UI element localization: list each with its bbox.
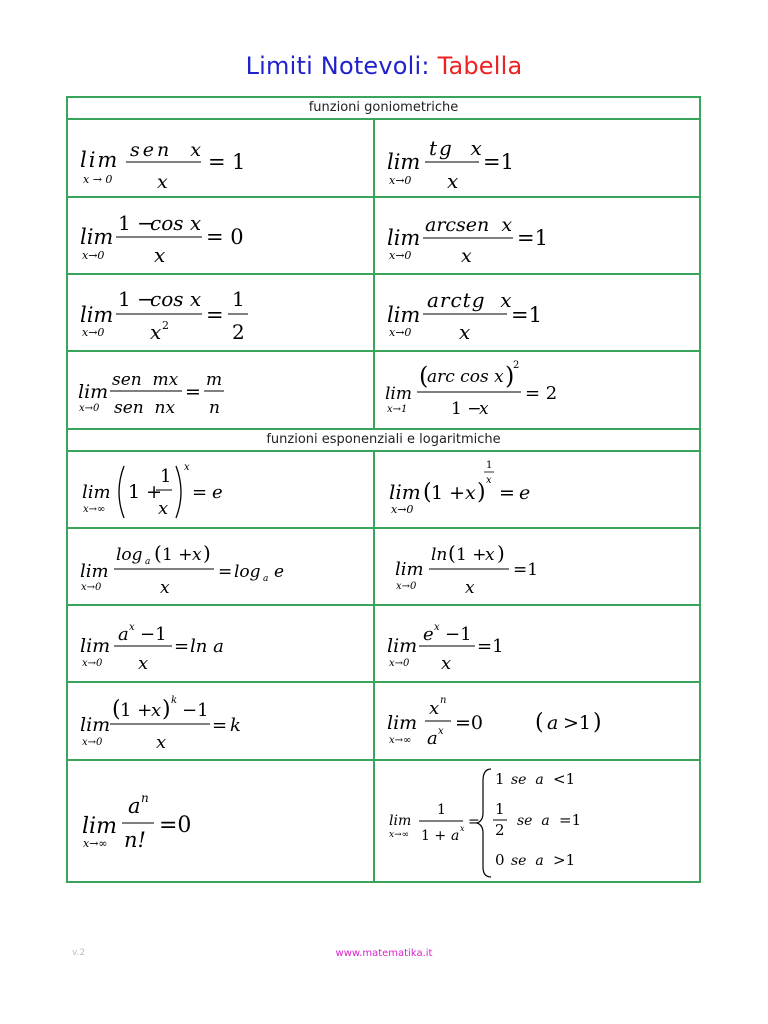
formula-arcsen-x <box>375 198 699 275</box>
svg-text:x: x <box>154 243 166 267</box>
svg-text:sen x: sen x <box>130 139 205 161</box>
svg-text:se a: se a <box>511 853 544 869</box>
svg-text:= 0: = 0 <box>206 225 244 249</box>
section-header-explog: funzioni esponenziali e logaritmiche <box>68 430 699 452</box>
svg-text:=1: =1 <box>477 636 504 657</box>
svg-text:x: x <box>465 482 476 504</box>
svg-text:se a: se a <box>517 813 550 829</box>
svg-text:lim: lim <box>80 561 109 582</box>
formula-x-n-a-x <box>375 683 699 761</box>
formula-a-n-factorial <box>68 761 375 881</box>
svg-text:a: a <box>263 574 269 584</box>
svg-text:1 +: 1 + <box>421 828 447 844</box>
svg-text:x: x <box>485 545 495 565</box>
svg-text:=: = <box>206 303 224 327</box>
formula-1-cos-x-sq <box>68 275 375 352</box>
svg-text:cos x: cos x <box>150 287 202 311</box>
svg-text:lim: lim <box>80 225 114 249</box>
svg-text:x→0: x→0 <box>389 658 410 669</box>
svg-text:x→0: x→0 <box>82 737 103 748</box>
svg-text:1 +: 1 + <box>162 545 193 565</box>
svg-text:ln: ln <box>431 545 448 565</box>
page-title <box>0 52 768 80</box>
svg-text:x: x <box>434 622 440 633</box>
svg-text:1 +: 1 + <box>120 700 153 721</box>
svg-text:x: x <box>184 462 190 473</box>
svg-text:x: x <box>429 698 440 719</box>
svg-text:lim: lim <box>387 303 421 327</box>
formula-piecewise <box>375 761 699 881</box>
svg-text:=: = <box>185 381 201 403</box>
svg-text:m: m <box>206 370 223 390</box>
svg-text:x: x <box>438 726 444 737</box>
svg-text:1: 1 <box>232 287 245 311</box>
formula-e-limit <box>68 452 375 529</box>
svg-text:lim: lim <box>80 714 111 736</box>
svg-text:=0: =0 <box>455 712 484 734</box>
svg-text:e: e <box>212 482 223 503</box>
svg-text:lim: lim <box>389 813 412 829</box>
svg-text:lim: lim <box>82 814 117 839</box>
formula-ln <box>375 529 699 606</box>
svg-text:x → 0: x → 0 <box>83 173 113 186</box>
svg-text:1 +: 1 + <box>128 481 163 503</box>
svg-text:x→0: x→0 <box>391 503 414 516</box>
svg-text:a: a <box>118 624 129 645</box>
svg-text:x: x <box>138 653 149 674</box>
svg-text:lim: lim <box>80 148 120 172</box>
svg-text:lim: lim <box>387 712 418 734</box>
svg-text:lim: lim <box>80 635 111 657</box>
svg-text:cos x: cos x <box>150 211 202 235</box>
svg-text:ln a: ln a <box>190 636 224 657</box>
svg-text:x→0: x→0 <box>81 582 102 593</box>
svg-text:tg x: tg x <box>429 136 484 160</box>
svg-text:=: = <box>468 814 480 830</box>
svg-text:1 −: 1 − <box>118 287 154 311</box>
svg-text:e: e <box>519 482 531 504</box>
svg-text:se a: se a <box>511 772 544 788</box>
svg-text:2: 2 <box>495 821 505 839</box>
title-part-2: Tabella <box>437 52 523 80</box>
formula-arccos-x <box>375 352 699 430</box>
svg-text:=0: =0 <box>159 813 192 838</box>
svg-text:(: ( <box>419 362 429 390</box>
svg-text:arcsen x: arcsen x <box>425 214 513 236</box>
svg-text:sen mx: sen mx <box>112 370 179 390</box>
svg-text:<1: <1 <box>553 770 576 788</box>
svg-text:(: ( <box>448 541 456 565</box>
svg-text:): ) <box>497 541 505 565</box>
svg-text:x: x <box>465 578 475 598</box>
svg-text:>1: >1 <box>553 851 576 869</box>
svg-text:1: 1 <box>160 466 172 487</box>
svg-text:arc cos x: arc cos x <box>427 367 504 387</box>
svg-text:x→∞: x→∞ <box>83 504 106 515</box>
svg-text:x: x <box>460 824 465 833</box>
svg-text:e: e <box>423 624 434 645</box>
svg-text:k: k <box>171 695 178 706</box>
svg-text:=1: =1 <box>559 811 582 829</box>
svg-text:x→0: x→0 <box>79 403 100 414</box>
svg-text:lim: lim <box>387 635 418 657</box>
svg-text:(: ( <box>535 710 544 735</box>
svg-text:1: 1 <box>232 150 246 174</box>
svg-text:sen nx: sen nx <box>114 398 176 418</box>
svg-text:x: x <box>459 320 471 344</box>
svg-text:lim: lim <box>387 226 421 250</box>
svg-text:1 −: 1 − <box>451 399 482 419</box>
svg-text:2: 2 <box>232 320 245 344</box>
formula-e-limit-0 <box>375 452 699 529</box>
svg-text:x: x <box>158 498 169 519</box>
svg-text:): ) <box>593 710 602 735</box>
svg-text:n: n <box>141 791 149 805</box>
formula-tg-x <box>375 120 699 198</box>
svg-text:lim: lim <box>385 384 412 404</box>
svg-text:x: x <box>479 399 489 419</box>
svg-text:=: = <box>218 562 233 582</box>
formula-log-a <box>68 529 375 606</box>
svg-text:2: 2 <box>162 319 169 332</box>
svg-text:): ) <box>203 541 211 565</box>
formula-sen-x <box>68 120 375 198</box>
svg-text:n!: n! <box>124 828 146 852</box>
svg-text:n: n <box>440 695 447 706</box>
svg-text:=1: =1 <box>517 226 548 250</box>
svg-text:x→∞: x→∞ <box>389 735 412 746</box>
svg-text:2: 2 <box>513 360 520 371</box>
svg-text:x→0: x→0 <box>82 326 105 339</box>
svg-text:x→∞: x→∞ <box>83 837 108 850</box>
svg-text:log: log <box>234 562 261 582</box>
svg-text:x: x <box>160 578 170 598</box>
svg-text:1: 1 <box>437 802 446 818</box>
svg-text:): ) <box>477 480 486 505</box>
svg-text:e: e <box>274 562 285 582</box>
website-link[interactable]: www.matematika.it <box>335 948 433 959</box>
svg-text:(: ( <box>423 480 432 505</box>
svg-text:): ) <box>505 362 515 390</box>
svg-text:x: x <box>150 320 162 344</box>
svg-text:): ) <box>162 697 171 722</box>
svg-text:x→∞: x→∞ <box>389 830 410 840</box>
svg-text:x: x <box>192 545 202 565</box>
svg-text:x→1: x→1 <box>387 404 408 415</box>
formula-e-x <box>375 606 699 683</box>
svg-text:lim: lim <box>387 150 421 174</box>
svg-text:a: a <box>451 828 460 844</box>
svg-text:−1: −1 <box>445 624 472 645</box>
svg-text:>1: >1 <box>563 712 592 734</box>
formula-1-x-k <box>68 683 375 761</box>
svg-text:x→0: x→0 <box>389 249 412 262</box>
section-header-trig: funzioni goniometriche <box>68 98 699 120</box>
svg-text:= 2: = 2 <box>525 383 558 404</box>
svg-text:=: = <box>212 715 228 736</box>
svg-text:lim: lim <box>80 303 114 327</box>
svg-text:lim: lim <box>395 559 424 580</box>
svg-text:(: ( <box>154 541 162 565</box>
version-label: v.2 <box>72 948 86 958</box>
svg-text:1 +: 1 + <box>456 545 487 565</box>
svg-text:−1: −1 <box>182 700 209 721</box>
svg-text:x→0: x→0 <box>82 249 105 262</box>
svg-text:x→0: x→0 <box>396 581 417 592</box>
svg-text:=: = <box>499 482 515 504</box>
svg-text:=1: =1 <box>513 560 539 580</box>
formula-arctg-x <box>375 275 699 352</box>
svg-text:=1: =1 <box>511 303 542 327</box>
svg-text:a: a <box>128 794 141 818</box>
svg-text:−1: −1 <box>140 624 167 645</box>
svg-text:x→0: x→0 <box>82 658 103 669</box>
formula-1-cos-x <box>68 198 375 275</box>
svg-text:a: a <box>547 712 559 734</box>
svg-text:1: 1 <box>495 800 505 818</box>
svg-text:=1: =1 <box>483 150 514 174</box>
svg-text:lim: lim <box>389 480 421 504</box>
svg-text:1: 1 <box>486 460 493 471</box>
svg-text:=: = <box>192 482 208 503</box>
svg-text:log: log <box>116 545 143 565</box>
svg-text:0: 0 <box>495 851 505 869</box>
svg-text:x: x <box>129 622 135 633</box>
svg-text:1 −: 1 − <box>118 211 154 235</box>
svg-text:x: x <box>156 732 167 753</box>
svg-text:1: 1 <box>495 770 505 788</box>
title-part-1: Limiti Notevoli: <box>245 52 430 80</box>
svg-text:x: x <box>461 245 472 267</box>
svg-text:(: ( <box>112 697 121 722</box>
svg-text:arctg x: arctg x <box>427 288 513 312</box>
limits-table <box>66 96 701 883</box>
svg-text:=: = <box>208 150 226 174</box>
svg-text:lim: lim <box>78 381 109 403</box>
svg-text:=: = <box>174 636 190 657</box>
svg-text:lim: lim <box>82 482 111 503</box>
svg-text:x: x <box>157 171 168 193</box>
svg-text:k: k <box>230 715 241 736</box>
svg-text:a: a <box>427 728 438 749</box>
svg-text:x: x <box>441 653 452 674</box>
svg-text:x: x <box>486 475 492 486</box>
svg-text:1 +: 1 + <box>431 482 466 504</box>
formula-a-x <box>68 606 375 683</box>
svg-text:x→0: x→0 <box>389 326 412 339</box>
svg-text:x: x <box>447 169 459 193</box>
svg-text:x→0: x→0 <box>389 174 412 187</box>
svg-text:a: a <box>145 557 151 567</box>
svg-text:n: n <box>209 398 220 418</box>
svg-text:x: x <box>151 700 162 721</box>
formula-sen-mx <box>68 352 375 430</box>
